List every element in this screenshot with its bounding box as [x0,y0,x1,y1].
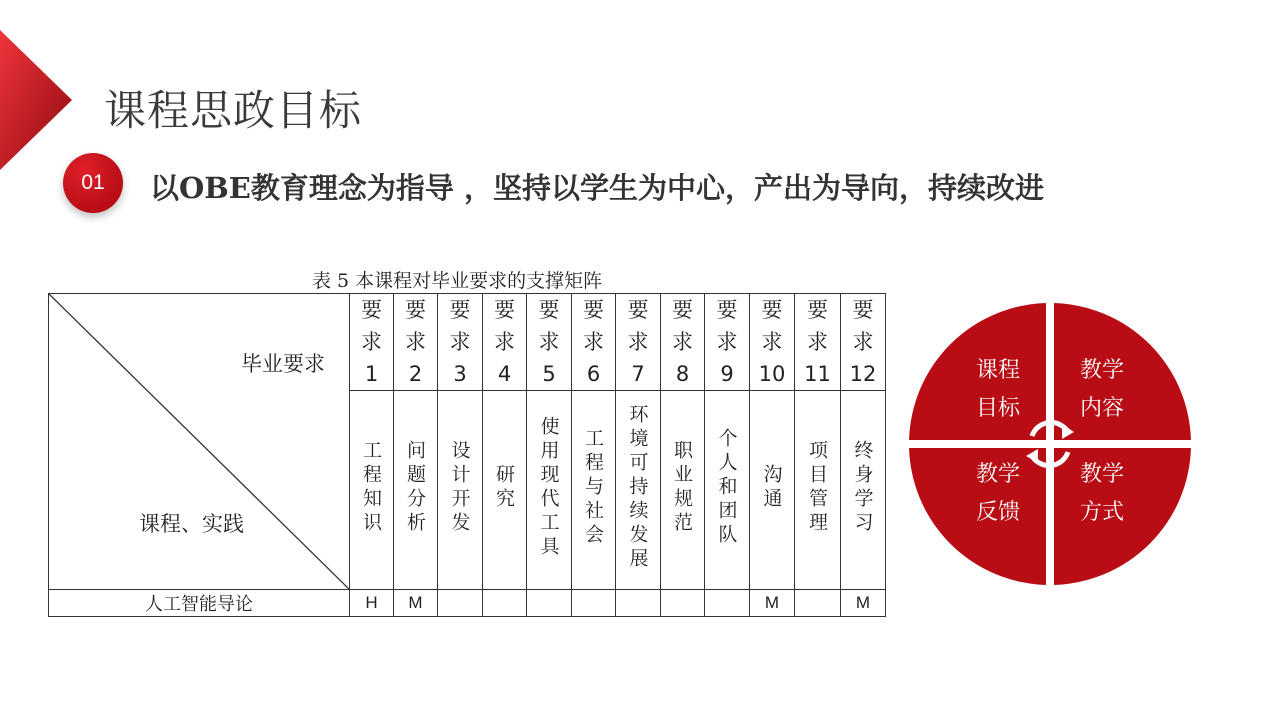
req-desc-cell [394,391,438,590]
support-mark-cell [705,590,750,617]
req-header-4: 要 求 4 [483,294,527,391]
req-desc-cell [795,391,841,590]
req-desc: 工程与社会 [582,428,604,548]
wheel-graphic [908,302,1192,586]
support-mark-cell [661,590,705,617]
req-desc: 个人和团队 [715,428,738,548]
req-desc: 工程知识 [360,440,382,536]
quadrant-teaching-method [1072,456,1132,532]
diagonal-line [49,294,350,590]
req-desc-cell [616,391,661,590]
support-mark-cell [483,590,527,617]
req-desc-cell [705,391,750,590]
req-header-3: 要 求 3 [438,294,483,391]
req-header-10: 要 求 10 [750,294,795,391]
quadrant-label-line: 反馈 [975,500,1020,525]
req-desc-cell [572,391,616,590]
teaching-cycle-wheel [908,302,1192,586]
diagonal-header-cell [49,294,350,590]
req-desc-cell [841,391,886,590]
section-subtitle: 以OBE教育理念为指导 ，坚持以学生为中心，产出为导向，持续改进 [150,171,1044,205]
req-header-6: 要 求 6 [572,294,616,391]
req-header-5: 要 求 5 [527,294,572,391]
quadrant-course-goal [968,352,1028,428]
table-caption: 表 5 本课程对毕业要求的支撑矩阵 [312,270,603,292]
req-header-11: 要 求 11 [795,294,841,391]
support-mark-cell: H [350,590,394,617]
req-desc: 职业规范 [671,440,693,536]
support-mark-cell: M [750,590,795,617]
quadrant-label-line: 教学 [975,462,1020,487]
req-desc-cell [527,391,572,590]
req-desc-cell [438,391,483,590]
corner-decoration [0,0,80,180]
support-mark-cell: M [841,590,886,617]
page-title: 课程思政目标 [104,86,363,135]
support-mark-cell [572,590,616,617]
req-desc: 使用现代工具 [537,416,560,560]
requirement-header-row [49,294,886,391]
support-mark-cell [438,590,483,617]
course-practice-label: 课程、实践 [139,512,244,536]
req-desc: 问题分析 [404,440,426,536]
req-desc-cell [661,391,705,590]
req-header-7: 要 求 7 [616,294,661,391]
quadrant-teaching-content [1072,352,1132,428]
req-header-2: 要 求 2 [394,294,438,391]
support-mark-cell [527,590,572,617]
req-header-1: 要 求 1 [350,294,394,391]
support-mark-cell [795,590,841,617]
quadrant-label-line: 内容 [1079,396,1124,421]
support-mark-cell: M [394,590,438,617]
req-desc: 研究 [493,464,515,512]
course-name-cell: 人工智能导论 [49,590,350,617]
req-desc-cell [750,391,795,590]
quadrant-label-line: 方式 [1079,500,1124,525]
quadrant-label-line: 教学 [1079,462,1124,487]
req-desc: 终身学习 [851,440,874,536]
req-desc: 项目管理 [806,440,828,536]
req-desc: 设计开发 [448,440,471,536]
req-header-9: 要 求 9 [705,294,750,391]
wheel-divider-horizontal [908,440,1192,448]
support-mark-cell [616,590,661,617]
quadrant-label-line: 目标 [975,396,1020,421]
req-desc-cell [483,391,527,590]
req-header-8: 要 求 8 [661,294,705,391]
req-desc: 沟通 [760,464,783,512]
req-desc: 环境可持续发展 [626,404,649,572]
table-row [49,590,886,617]
graduation-requirement-label: 毕业要求 [241,352,325,376]
req-header-12: 要 求 12 [841,294,886,391]
quadrant-label-line: 课程 [975,358,1020,383]
req-desc-cell [350,391,394,590]
quadrant-label-line: 教学 [1079,358,1124,383]
support-matrix-table [48,293,886,617]
quadrant-teaching-feedback [968,456,1028,532]
section-number-badge: 01 [63,153,123,213]
